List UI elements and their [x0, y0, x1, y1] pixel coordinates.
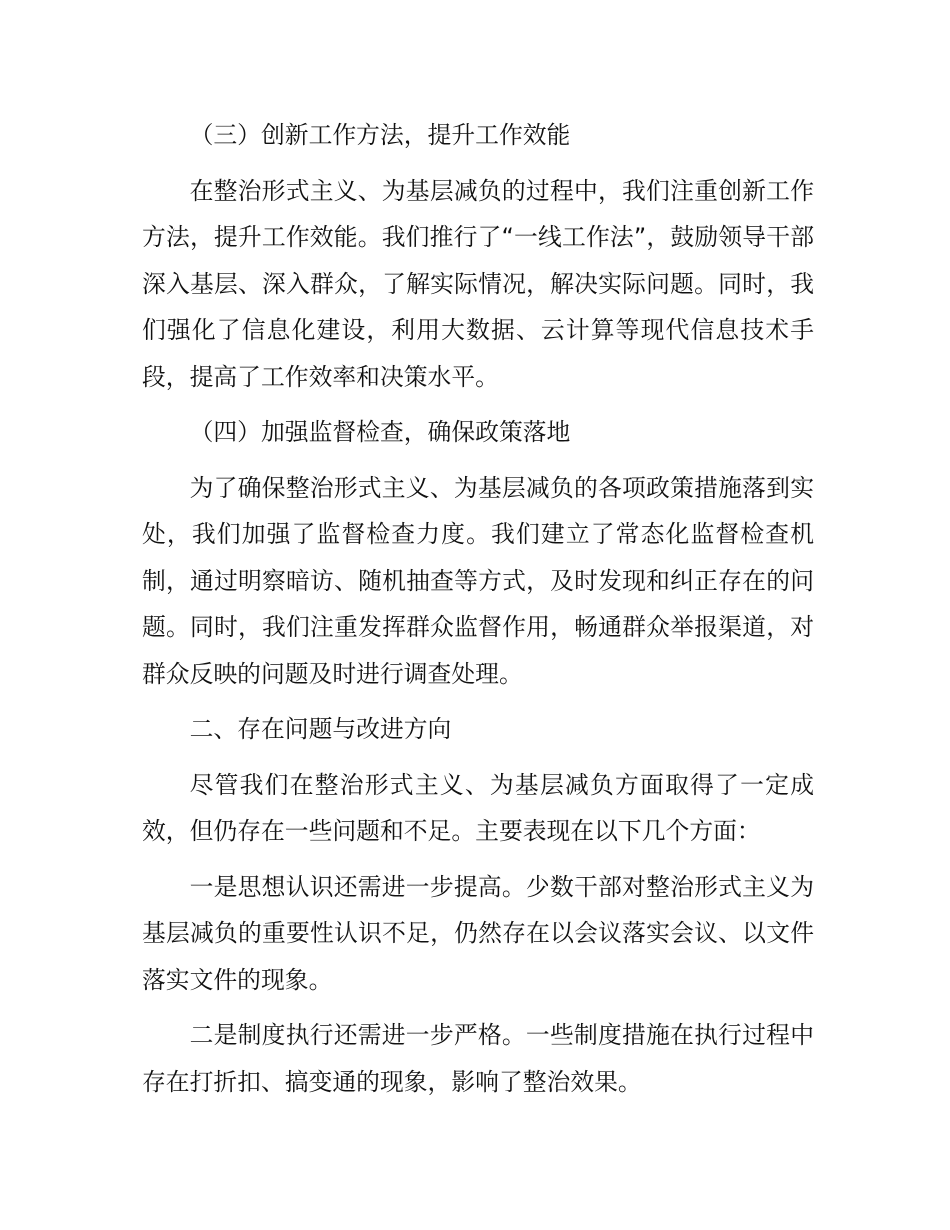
document-body: [142, 112, 814, 1114]
section-heading-problems: 二、存在问题与改进方向: [189, 715, 452, 743]
section-heading-four: （四）加强监督检查，确保政策落地: [189, 418, 571, 446]
paragraph-problems-intro: 尽管我们在整治形式主义、为基层减负方面取得了一定成效，但仍存在一些问题和不足。主要表现在以下几个方面：: [142, 770, 814, 845]
paragraph-innovation: 在整治形式主义、为基层减负的过程中，我们注重创新工作方法，提升工作效能。我们推行了“一线工作法”，鼓励领导干部深入基层、深入群众，了解实际情况，解决实际问题。同时，我们强化了信息化建设，利用大数据、云计算等现代信息技术手段，提高了工作效率和决策水平。: [142, 176, 814, 391]
paragraph-problem-one: 一是思想认识还需进一步提高。少数干部对整治形式主义为基层减负的重要性认识不足，仍然存在以会议落实会议、以文件落实文件的现象。: [142, 872, 814, 994]
paragraph-supervision: 为了确保整治形式主义、为基层减负的各项政策措施落到实处，我们加强了监督检查力度。我们建立了常态化监督检查机制，通过明察暗访、随机抽查等方式，及时发现和纠正存在的问题。同时，我们注重发挥群众监督作用，畅通群众举报渠道，对群众反映的问题及时进行调查处理。: [142, 473, 814, 688]
paragraph-problem-two: 二是制度执行还需进一步严格。一些制度措施在执行过程中存在打折扣、搞变通的现象，影响了整治效果。: [142, 1021, 814, 1096]
section-heading-three: （三）创新工作方法，提升工作效能: [189, 121, 571, 149]
